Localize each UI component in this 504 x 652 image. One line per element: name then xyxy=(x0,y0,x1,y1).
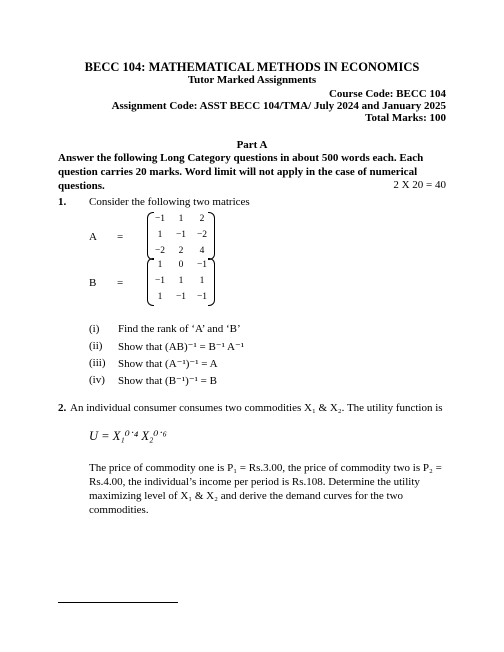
matrix-a-cell: 2 xyxy=(199,214,205,224)
subpart-number: (ii) xyxy=(89,340,103,352)
footnote-divider xyxy=(58,602,178,603)
matrix-a-equals: = xyxy=(117,231,124,243)
question-1-text: Consider the following two matrices xyxy=(89,196,250,208)
matrix-b-cell: 0 xyxy=(178,260,184,270)
matrix-b-equals: = xyxy=(117,277,124,289)
matrix-a-cell: 4 xyxy=(199,246,205,256)
subpart-number: (iv) xyxy=(89,374,105,386)
utility-equation: U = X₁⁰˙⁴ X₂⁰˙⁶ xyxy=(89,429,167,443)
matrix-a-label: A xyxy=(89,231,97,243)
subpart-number: (iii) xyxy=(89,357,106,369)
matrix-a-cell: −2 xyxy=(154,246,166,256)
part-instructions: Answer the following Long Category questions in about 500 words each. Each question carries 20 marks. Word limit will not apply in the case of numerical questions. xyxy=(58,152,424,192)
page-subtitle: Tutor Marked Assignments xyxy=(187,74,317,86)
course-code: Course Code: BECC 104 xyxy=(328,88,446,100)
question-2-body: The price of commodity one is P₁ = Rs.3.00, the price of commodity two is P₂ = Rs.4.00, the individual’s income per period is Rs.108. Determine the utility maximizing level of X₁ & X₂ and derive the demand curves for the two commodities. xyxy=(89,462,442,516)
matrix-b-label: B xyxy=(89,277,97,289)
question-2-intro: An individual consumer consumes two commodities X₁ & X₂. The utility function is xyxy=(70,402,443,414)
part-marks: 2 X 20 = 40 xyxy=(393,179,446,191)
part-heading: Part A xyxy=(236,139,268,151)
matrix-a-cell: −1 xyxy=(154,214,166,224)
matrix-a-cell: −2 xyxy=(196,230,208,240)
matrix-b-cell: −1 xyxy=(196,292,208,302)
total-marks: Total Marks: 100 xyxy=(365,112,446,124)
subpart-text: Show that (A⁻¹)⁻¹ = A xyxy=(118,358,218,370)
subpart-text: Show that (B⁻¹)⁻¹ = B xyxy=(118,375,217,387)
subpart-text: Find the rank of ‘A’ and ‘B’ xyxy=(118,323,241,335)
matrix-b-cell: 1 xyxy=(178,276,184,286)
page-title: BECC 104: MATHEMATICAL METHODS IN ECONOMICS xyxy=(84,60,420,74)
matrix-a xyxy=(147,212,215,260)
matrix-b-cell: −1 xyxy=(196,260,208,270)
matrix-b-cell: 1 xyxy=(157,292,163,302)
question-1-number: 1. xyxy=(58,196,67,208)
subpart-number: (i) xyxy=(89,323,100,335)
assignment-code: Assignment Code: ASST BECC 104/TMA/ July 2024 and January 2025 xyxy=(111,100,446,112)
matrix-b-cell: −1 xyxy=(175,292,187,302)
matrix-a-cell: −1 xyxy=(175,230,187,240)
matrix-b xyxy=(147,258,215,306)
question-2-number: 2. xyxy=(58,402,67,414)
matrix-b-cell: 1 xyxy=(157,260,163,270)
matrix-a-cell: 2 xyxy=(178,246,184,256)
matrix-b-cell: −1 xyxy=(154,276,166,286)
matrix-b-cell: 1 xyxy=(199,276,205,286)
matrix-a-cell: 1 xyxy=(178,214,184,224)
matrix-a-cell: 1 xyxy=(157,230,163,240)
subpart-text: Show that (AB)⁻¹ = B⁻¹ A⁻¹ xyxy=(118,341,245,353)
